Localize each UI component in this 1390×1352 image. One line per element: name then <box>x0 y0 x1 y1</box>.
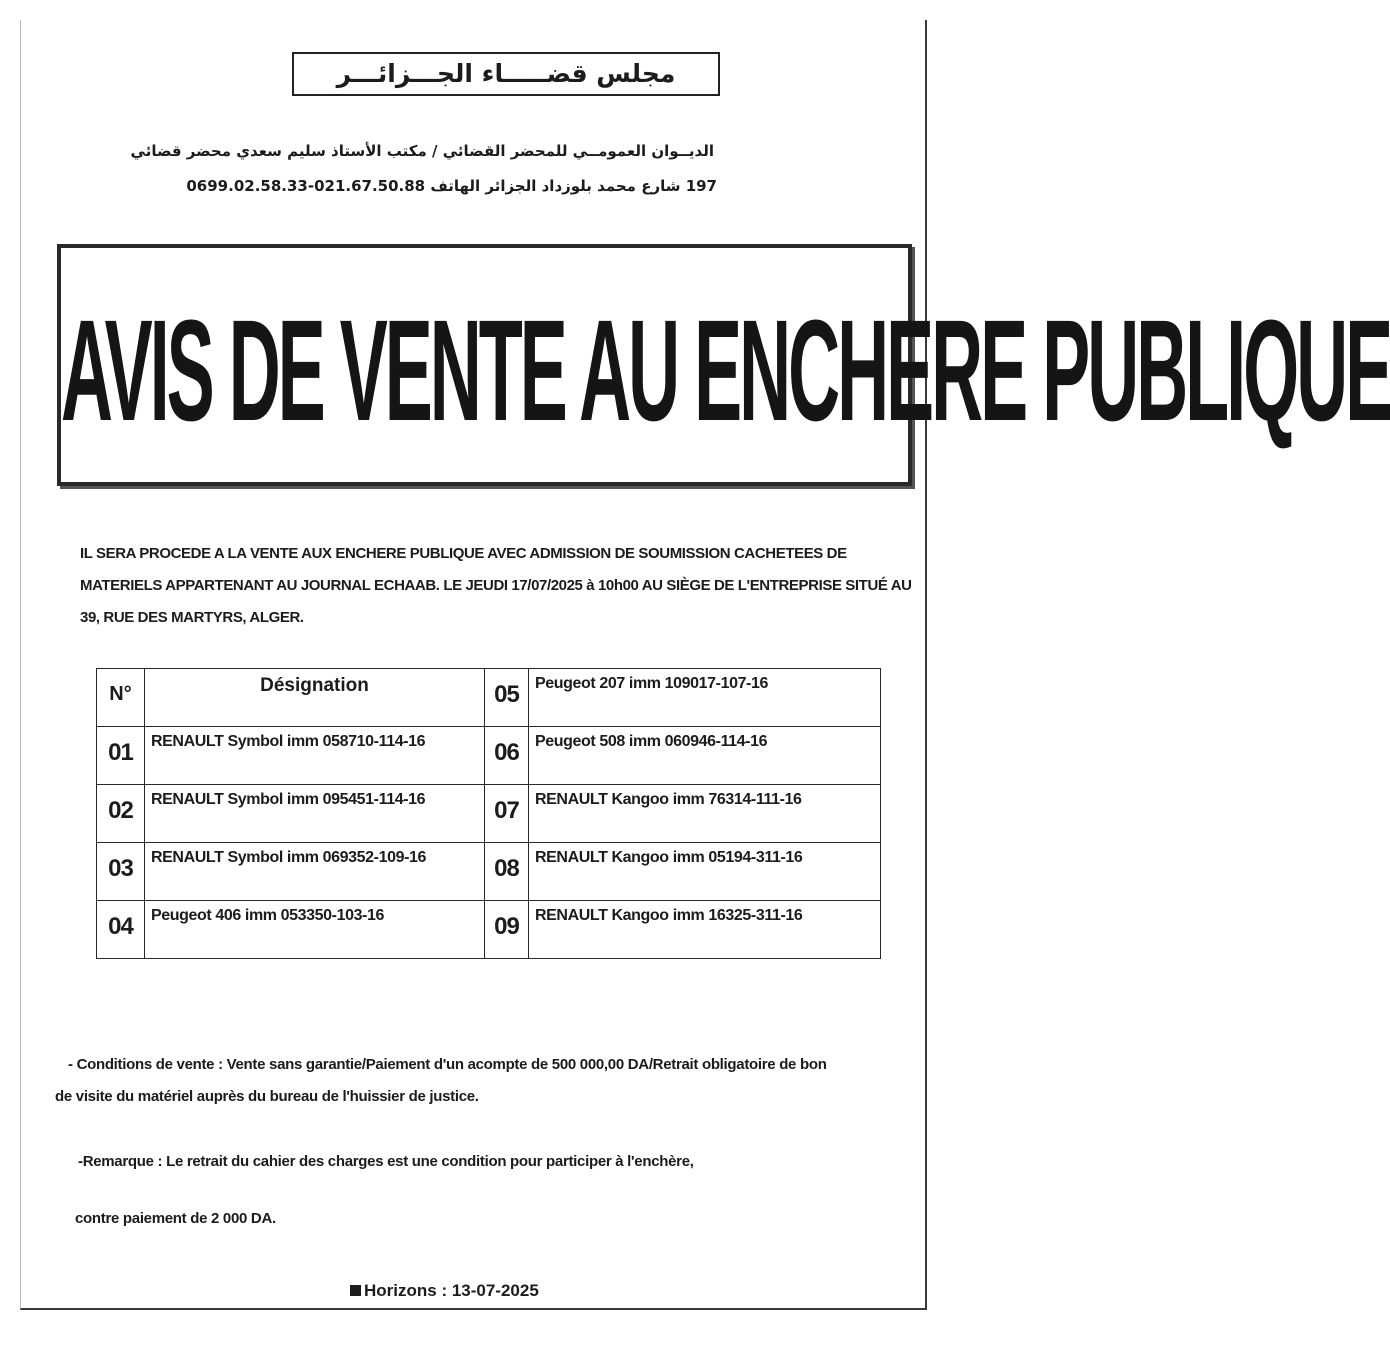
court-name: مجلس قضـــــاء الجـــزائـــر <box>292 52 720 96</box>
conditions-line-2: de visite du matériel auprès du bureau de l'huissier de justice. <box>55 1088 479 1105</box>
headline-box <box>57 244 1390 486</box>
lot-designation: RENAULT Kangoo imm 16325-311-16 <box>529 901 881 959</box>
lot-number: 03 <box>97 843 145 901</box>
lot-designation: RENAULT Symbol imm 095451-114-16 <box>145 785 485 843</box>
table-row <box>97 727 881 785</box>
lot-designation: Peugeot 508 imm 060946-114-16 <box>529 727 881 785</box>
address-phone-line: 197 شارع محمد بلوزداد الجزائر الهاتف 021.67.50.88-0699.02.58.33 <box>186 177 717 195</box>
intro-paragraph: IL SERA PROCEDE A LA VENTE AUX ENCHERE PUBLIQUE AVEC ADMISSION DE SOUMISSION CACHETEES DE MATERIELS APPARTENANT AU JOURNAL ECHAAB. LE JEUDI 17/07/2025 à 10h00 AU SIÈGE DE L'ENTREPRISE SITUÉ AU 39, RUE DES MARTYRS, ALGER. <box>80 545 912 626</box>
header-designation: Désignation <box>145 669 485 727</box>
table-row <box>97 843 881 901</box>
lot-designation: RENAULT Symbol imm 069352-109-16 <box>145 843 485 901</box>
remark-line: -Remarque : Le retrait du cahier des charges est une condition pour participer à l'enchère, <box>78 1153 694 1170</box>
lot-number: 02 <box>97 785 145 843</box>
lot-number: 04 <box>97 901 145 959</box>
lot-designation: RENAULT Kangoo imm 05194-311-16 <box>529 843 881 901</box>
conditions-line-1: - Conditions de vente : Vente sans garantie/Paiement d'un acompte de 500 000,00 DA/Retrait obligatoire de bon <box>68 1056 827 1073</box>
lot-number: 08 <box>485 843 529 901</box>
publication-source: Horizons : 13-07-2025 <box>364 1281 539 1300</box>
square-bullet-icon <box>350 1285 361 1296</box>
table-row <box>97 669 881 727</box>
publication-footer <box>350 1281 539 1301</box>
page-border <box>20 20 1390 1310</box>
remark-payment-line: contre paiement de 2 000 DA. <box>75 1210 276 1227</box>
lot-designation: RENAULT Symbol imm 058710-114-16 <box>145 727 485 785</box>
lot-designation: Peugeot 406 imm 053350-103-16 <box>145 901 485 959</box>
lot-designation: RENAULT Kangoo imm 76314-111-16 <box>529 785 881 843</box>
lot-number: 07 <box>485 785 529 843</box>
table-row <box>97 901 881 959</box>
lot-number: 06 <box>485 727 529 785</box>
lot-number: 05 <box>485 669 529 727</box>
table-row <box>97 785 881 843</box>
lots-table <box>96 668 881 959</box>
lot-number: 09 <box>485 901 529 959</box>
lot-designation: Peugeot 207 imm 109017-107-16 <box>529 669 881 727</box>
headline: AVIS DE VENTE AU ENCHERE PUBLIQUE <box>61 292 1390 452</box>
bailiff-office-line: الديــوان العمومــي للمحضر القضائي / مكتب الأستاذ سليم سعدي محضر قضائي <box>130 142 714 160</box>
header-num: N° <box>97 669 145 727</box>
lot-number: 01 <box>97 727 145 785</box>
